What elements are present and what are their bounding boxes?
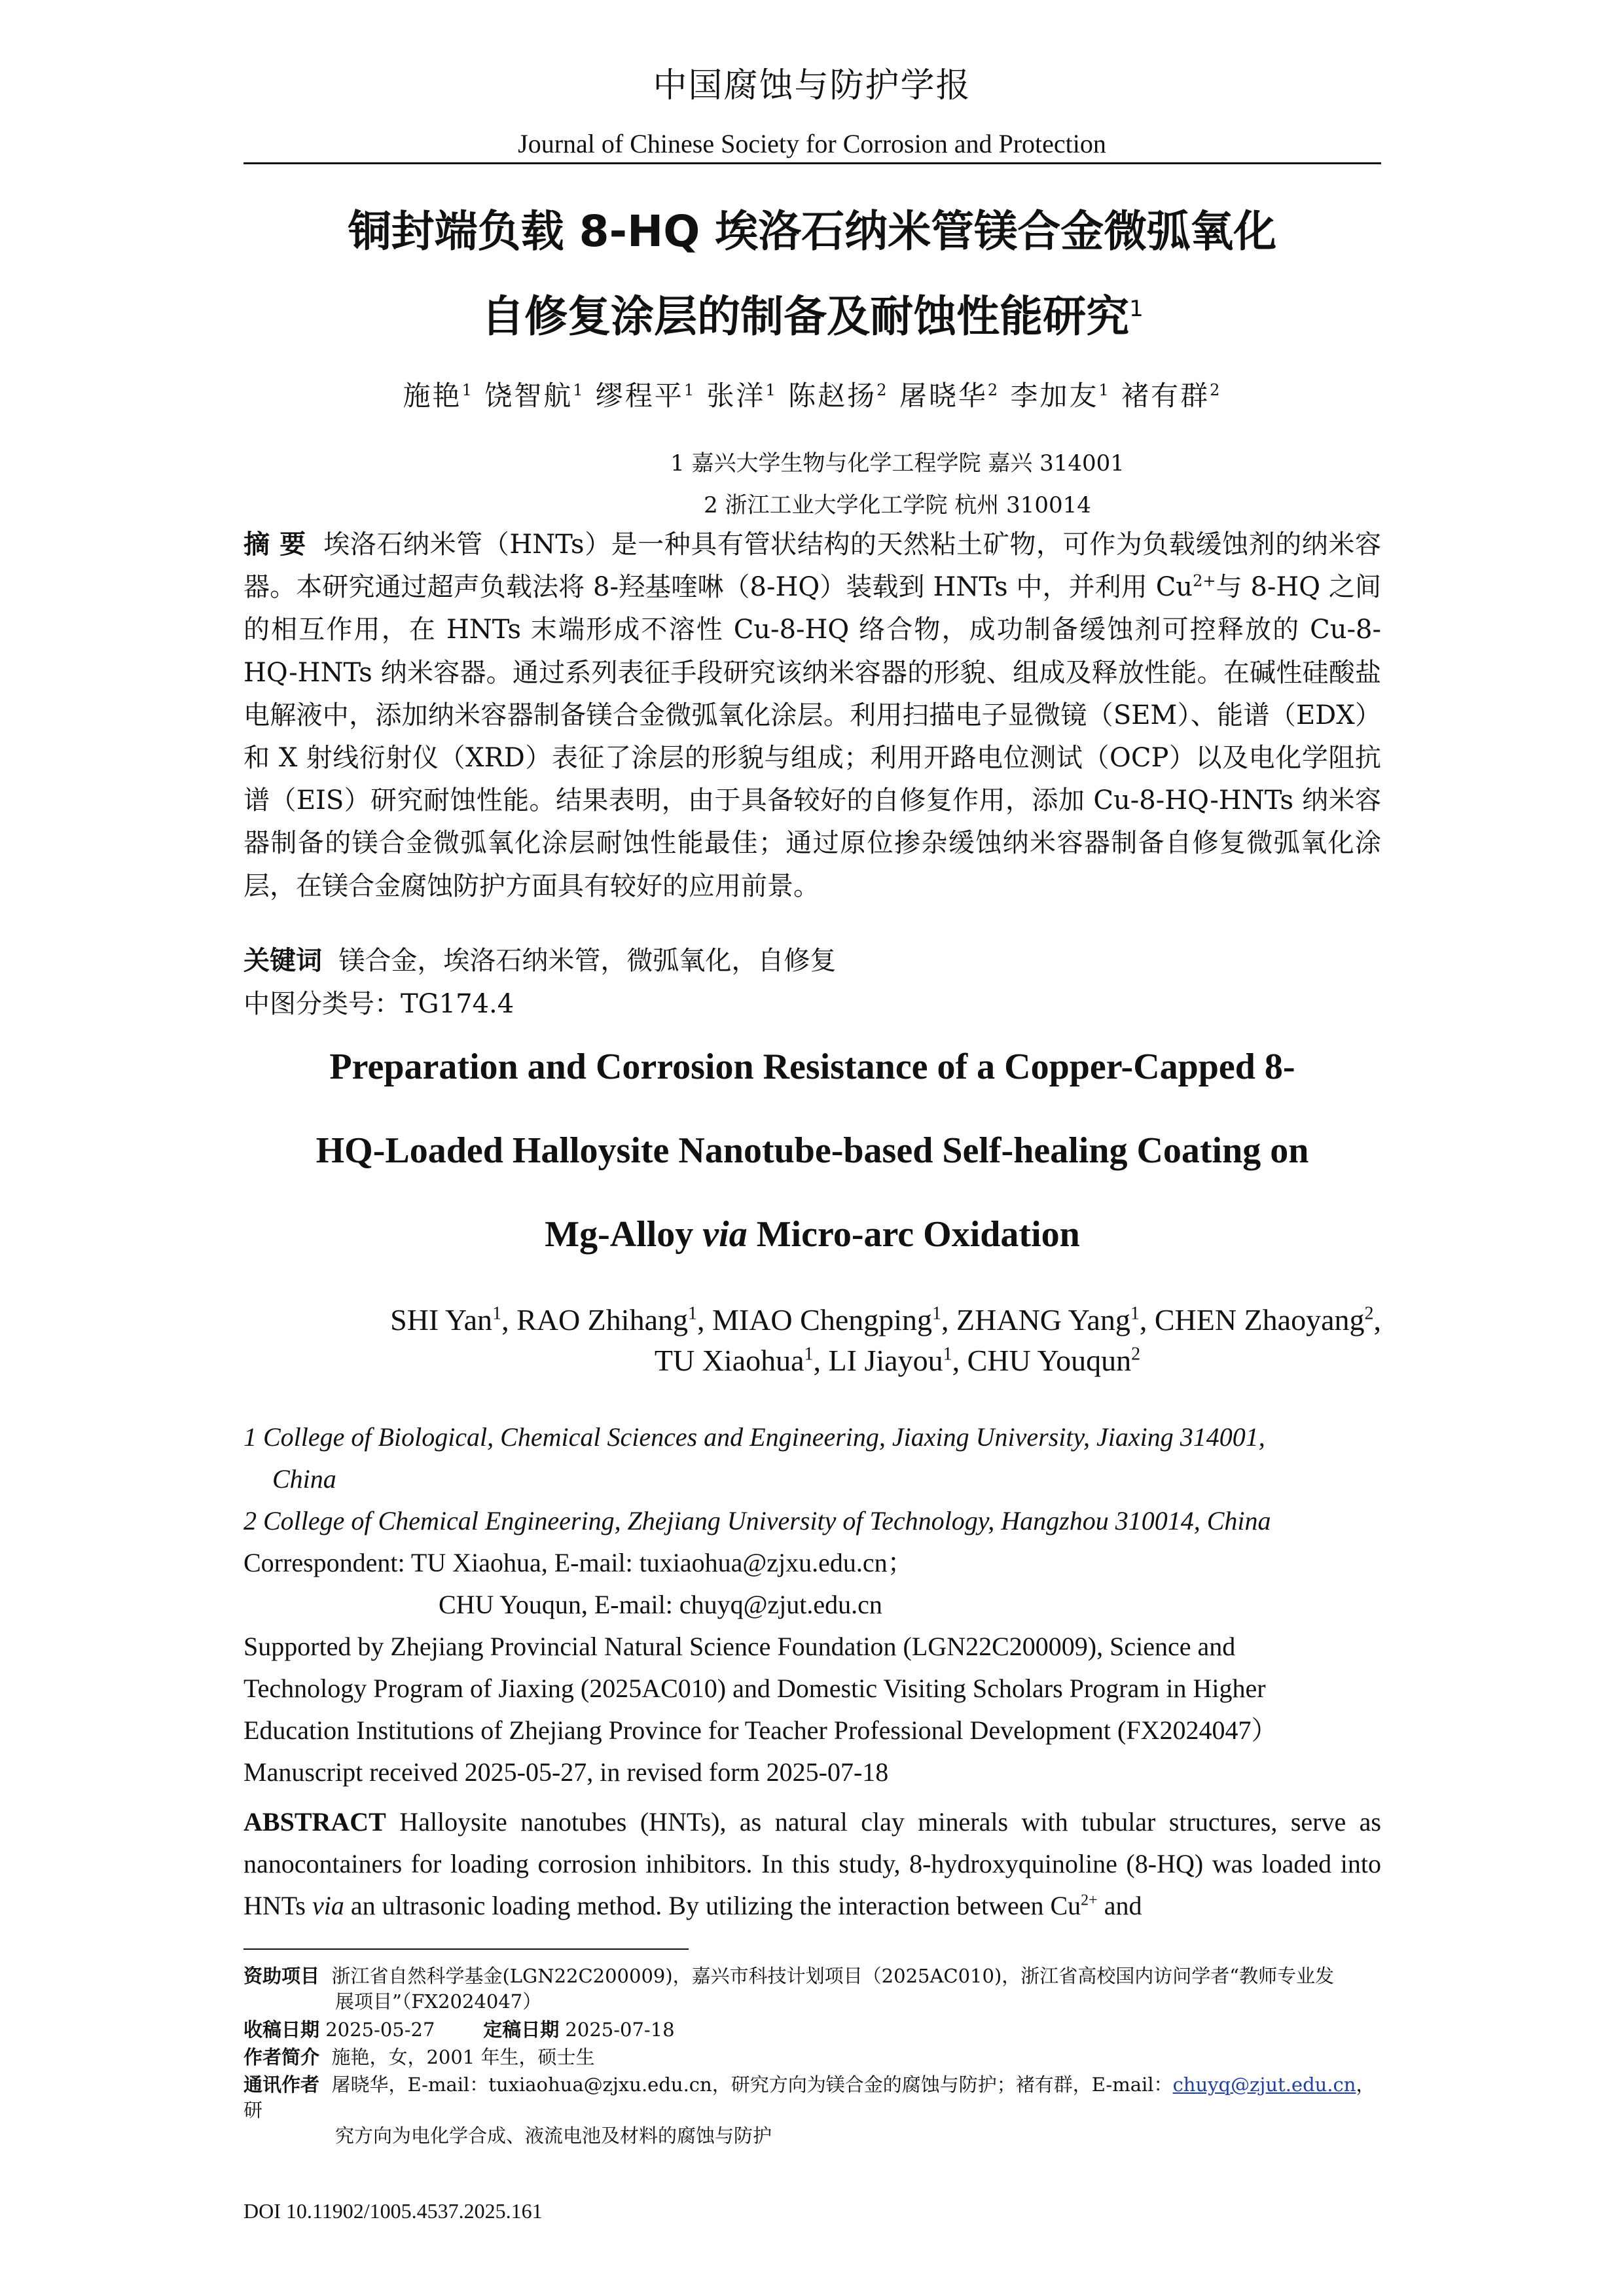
author-name: ZHANG Yang bbox=[956, 1303, 1130, 1336]
author-affiliation-mark: 1 bbox=[804, 1344, 814, 1365]
title-en-line2: HQ-Loaded Halloysite Nanotube-based Self-healing Coating on bbox=[316, 1130, 1309, 1171]
footnote-bio bbox=[244, 2045, 1381, 2070]
author-affiliation-mark: 1 bbox=[461, 381, 474, 399]
journal-title-en: Journal of Chinese Society for Corrosion and Protection bbox=[518, 129, 1106, 158]
title-cn-line2-text: 自修复涂层的制备及耐蚀性能研究 bbox=[481, 291, 1130, 342]
footnote-funding bbox=[244, 1964, 1381, 2015]
journal-title-cn: 中国腐蚀与防护学报 bbox=[653, 66, 971, 105]
affiliation-en-1-line1: 1 College of Biological, Chemical Sciences and Engineering, Jiaxing University, Jiaxing 314001, bbox=[244, 1422, 1265, 1452]
abstract-cn-text-2: 与 8-HQ 之间的相互作用，在 HNTs 末端形成不溶性 Cu-8-HQ 络合物，成功制备缓蚀剂可控释放的 Cu-8-HQ-HNTs 纳米容器。通过系列表征手段研究该纳米容器的形貌、组成及释放性能。在碱性硅酸盐电解液中，添加纳米容器制备镁合金微弧氧化涂层。利用扫描电子显微镜（SEM）、能谱（EDX）和 X 射线衍射仪（XRD）表征了涂层的形貌与组成；利用开路电位测试（OCP）以及电化学阻抗谱（EIS）研究耐蚀性能。结果表明，由于具备较好的自修复作用，添加 Cu-8-HQ-HNTs 纳米容器制备的镁合金微弧氧化涂层耐蚀性能最佳；通过原位掺杂缓蚀纳米容器制备自修复微弧氧化涂层，在镁合金腐蚀防护方面具有较好的应用前景。 bbox=[244, 572, 1382, 901]
footnote-dates bbox=[244, 2017, 1381, 2043]
doi: DOI 10.11902/1005.4537.2025.161 bbox=[244, 2199, 543, 2223]
title-en-line3-b: Micro-arc Oxidation bbox=[747, 1214, 1080, 1255]
abstract-en-sup: 2+ bbox=[1081, 1892, 1098, 1909]
abstract-cn-sup: 2+ bbox=[1193, 571, 1216, 590]
keywords-cn bbox=[244, 940, 1381, 977]
author-affiliation-mark: 1 bbox=[765, 381, 778, 399]
supported-line3: Education Institutions of Zhejiang Province for Teacher Professional Development (FX2024047） bbox=[244, 1715, 1278, 1745]
footnote-corr-label: 通讯作者 bbox=[244, 2073, 320, 2096]
footnote-received-label: 收稿日期 bbox=[244, 2018, 320, 2041]
footnote-bio-label: 作者简介 bbox=[244, 2046, 320, 2068]
author-name: RAO Zhihang bbox=[516, 1303, 688, 1336]
author-name: LI Jiayou bbox=[828, 1344, 943, 1377]
author-affiliation-mark: 1 bbox=[1098, 381, 1111, 399]
abstract-cn-label: 摘 要 bbox=[244, 529, 306, 560]
abstract-en-text-2: an ultrasonic loading method. By utilizing the interaction between Cu bbox=[344, 1891, 1081, 1920]
abstract-en-italic: via bbox=[312, 1891, 344, 1920]
affiliation-en-1 bbox=[244, 1416, 1381, 1500]
footnote-funding-line1: 浙江省自然科学基金(LGN22C200009)，嘉兴市科技计划项目（2025AC010)，浙江省高校国内访问学者“教师专业发 bbox=[331, 1965, 1335, 1987]
footnote-bio-text: 施艳，女，2001 年生，硕士生 bbox=[331, 2046, 595, 2068]
correspondent-line2: CHU Youqun, E-mail: chuyq@zjut.edu.cn bbox=[439, 1590, 882, 1619]
abstract-en-text-1: Halloysite nanotubes (HNTs), as natural clay minerals with tubular structures, serve as nanocontainers for loading corrosion inhibitors. In this study, 8-hydroxyquinoline (8-HQ) was loaded into HNTs bbox=[244, 1807, 1381, 1920]
affiliation-cn-1: 1 嘉兴大学生物与化学工程学院 嘉兴 314001 bbox=[670, 450, 1125, 476]
supported-block bbox=[244, 1626, 1381, 1793]
clc-number: 中图分类号：TG174.4 bbox=[244, 989, 514, 1019]
authors-cn bbox=[244, 374, 1381, 414]
abstract-en bbox=[244, 1801, 1381, 1927]
footnote-corr-line1-a: 屠晓华，E-mail：tuxiaohua@zjxu.edu.cn，研究方向为镁合金的腐蚀与防护；褚有群，E-mail： bbox=[331, 2073, 1173, 2096]
footnote-funding-label: 资助项目 bbox=[244, 1965, 320, 1987]
footnote-rule bbox=[244, 1948, 689, 1950]
keywords-cn-text: 镁合金，埃洛石纳米管，微弧氧化，自修复 bbox=[338, 946, 837, 976]
author-name: 陈赵扬 bbox=[788, 380, 877, 412]
affiliation-cn-2: 2 浙江工业大学化工学院 杭州 310014 bbox=[704, 492, 1091, 518]
author-affiliation-mark: 2 bbox=[876, 381, 889, 399]
author-affiliation-mark: 1 bbox=[573, 381, 585, 399]
author-name: 李加友 bbox=[1010, 380, 1099, 412]
title-en-line3 bbox=[244, 1213, 1381, 1255]
footnote-revised-label: 定稿日期 bbox=[483, 2018, 560, 2041]
supported-line2: Technology Program of Jiaxing (2025AC010) and Domestic Visiting Scholars Program in Higher bbox=[244, 1674, 1266, 1703]
authors-en-line2: TU Xiaohua$^1$, LI Jiayou$^1$, CHU Youqun$^2$ bbox=[654, 1344, 1141, 1377]
title-en-line1: Preparation and Corrosion Resistance of a Copper-Capped 8- bbox=[329, 1047, 1295, 1087]
author-affiliation-mark: 1 bbox=[687, 1303, 697, 1324]
author-affiliation-mark: 2 bbox=[1210, 381, 1222, 399]
footnote-revised: 2025-07-18 bbox=[565, 2018, 675, 2041]
author-name: SHI Yan bbox=[390, 1303, 493, 1336]
author-name: CHU Youqun bbox=[967, 1344, 1132, 1377]
author-affiliation-mark: 2 bbox=[987, 381, 1000, 399]
abstract-cn-text-1: 埃洛石纳米管（HNTs）是一种具有管状结构的天然粘土矿物，可作为负载缓蚀剂的纳米容器。本研究通过超声负载法将 8-羟基喹啉（8-HQ）装载到 HNTs 中，并利用 Cu bbox=[244, 529, 1381, 603]
keywords-cn-label: 关键词 bbox=[244, 946, 322, 976]
author-affiliation-mark: 2 bbox=[1131, 1344, 1141, 1365]
author-name: 缪程平 bbox=[595, 380, 684, 412]
manuscript-dates: Manuscript received 2025-05-27, in revised form 2025-07-18 bbox=[244, 1757, 889, 1787]
footnote-correspondent bbox=[244, 2072, 1381, 2149]
author-name: 施艳 bbox=[403, 380, 462, 412]
title-en-line3-a: Mg-Alloy bbox=[545, 1214, 703, 1255]
author-name: 张洋 bbox=[706, 380, 766, 412]
corr-email-link[interactable]: chuyq@zjut.edu.cn bbox=[1172, 2073, 1356, 2096]
author-name: TU Xiaohua bbox=[654, 1344, 804, 1377]
header-rule bbox=[244, 162, 1381, 164]
author-affiliation-mark: 1 bbox=[492, 1303, 502, 1324]
author-affiliation-mark: 1 bbox=[683, 381, 696, 399]
author-name: CHEN Zhaoyang bbox=[1154, 1303, 1365, 1336]
supported-line1: Supported by Zhejiang Provincial Natural Science Foundation (LGN22C200009), Science and bbox=[244, 1632, 1236, 1661]
footnote-funding-line2: 展项目”（FX2024047） bbox=[335, 1990, 542, 2013]
affiliation-en-2: 2 College of Chemical Engineering, Zhejiang University of Technology, Hangzhou 310014, China bbox=[244, 1506, 1271, 1535]
author-name: 饶智航 bbox=[484, 380, 573, 412]
affiliation-en-1-line2: China bbox=[272, 1464, 336, 1494]
authors-en-line1: SHI Yan$^1$, RAO Zhihang$^1$, MIAO Chengping$^1$, ZHANG Yang$^1$, CHEN Zhaoyang$^2$, bbox=[390, 1303, 1381, 1336]
title-footnote-mark: 1 bbox=[1129, 296, 1144, 322]
correspondent-line1: Correspondent: TU Xiaohua, E-mail: tuxiaohua@zjxu.edu.cn； bbox=[244, 1548, 914, 1577]
author-name: 褚有群 bbox=[1121, 380, 1210, 412]
abstract-en-label: ABSTRACT bbox=[244, 1807, 386, 1837]
abstract-cn bbox=[244, 524, 1381, 908]
title-cn-line1: 铜封端负载 8-HQ 埃洛石纳米管镁合金微弧氧化 bbox=[348, 206, 1277, 257]
title-en-line3-italic: via bbox=[702, 1214, 748, 1255]
author-affiliation-mark: 1 bbox=[1130, 1303, 1140, 1324]
author-affiliation-mark: 1 bbox=[932, 1303, 942, 1324]
title-cn-line2 bbox=[244, 281, 1381, 344]
footnote-corr-line1-b: ，研 bbox=[244, 2073, 1375, 2121]
author-name: 屠晓华 bbox=[899, 380, 988, 412]
author-name: MIAO Chengping bbox=[712, 1303, 933, 1336]
author-affiliation-mark: 1 bbox=[943, 1344, 952, 1365]
author-affiliation-mark: 2 bbox=[1364, 1303, 1374, 1324]
abstract-en-text-3: and bbox=[1097, 1891, 1142, 1920]
correspondent-block bbox=[244, 1542, 1381, 1626]
footnote-received: 2025-05-27 bbox=[325, 2018, 435, 2041]
footnote-corr-line2: 究方向为电化学合成、液流电池及材料的腐蚀与防护 bbox=[335, 2125, 772, 2147]
